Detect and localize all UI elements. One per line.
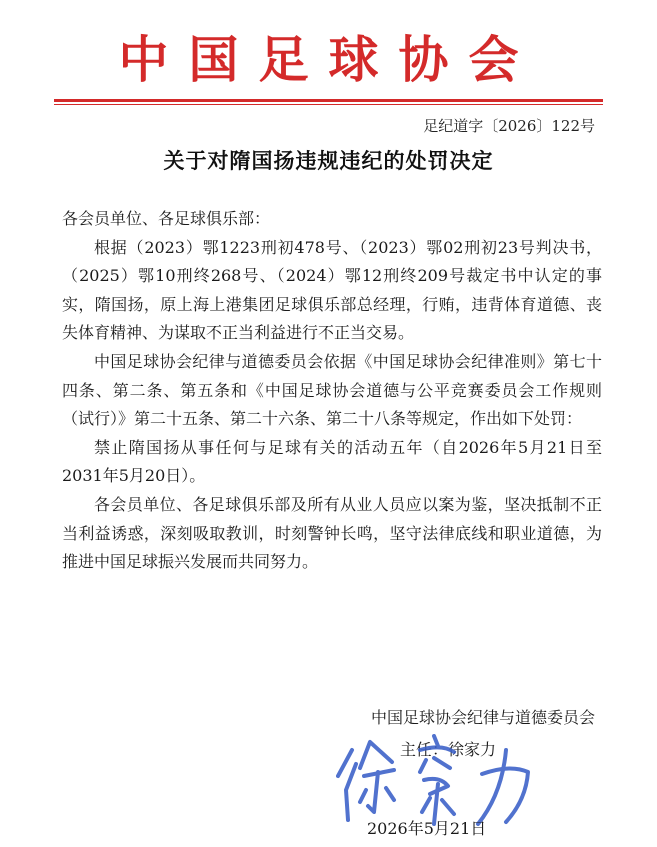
salutation: 各会员单位、各足球俱乐部：: [62, 209, 271, 228]
signer-chair: 主任：徐家力: [400, 740, 497, 759]
sign-date: 2026年5月21日: [367, 819, 487, 838]
letterhead-title: 中国足球协会: [118, 30, 539, 89]
letterhead-rule-thick: [54, 99, 603, 102]
paragraph-warning: 各会员单位、各足球俱乐部及所有从业人员应以案为鉴，坚决抵制不正当利益诱惑，深刻吸取教训，时刻警钟长鸣，坚守法律底线和职业道德，为推进中国足球振兴发展而共同努力。: [62, 494, 602, 572]
handwritten-signature: [330, 728, 570, 828]
signer-committee: 中国足球协会纪律与道德委员会: [370, 708, 595, 727]
letterhead-rule-thin: [54, 104, 603, 105]
document-title: 关于对隋国扬违规违纪的处罚决定: [163, 148, 494, 173]
paragraph-basis: 中国足球协会纪律与道德委员会依据《中国足球协会纪律准则》第七十四条、第二条、第五条和《中国足球协会道德与公平竞赛委员会工作规则（试行）》第二十五条、第二十六条、第二十八条等规定，作出如下处罚：: [62, 351, 602, 429]
document-body: [62, 205, 602, 577]
document-number: 足纪道字〔2026〕122号: [423, 117, 595, 135]
paragraph-facts: 根据（2023）鄂1223刑初478号、（2023）鄂02刑初23号判决书，（2025）鄂10刑终268号、（2024）鄂12刑终209号裁定书中认定的事实，隋国扬，原上海上港集团足球俱乐部总经理，行贿，违背体育道德、丧失体育精神、为谋取不正当利益进行不正当交易。: [62, 237, 602, 343]
paragraph-penalty: 禁止隋国扬从事任何与足球有关的活动五年（自2026年5月21日至2031年5月20日）。: [62, 437, 602, 486]
